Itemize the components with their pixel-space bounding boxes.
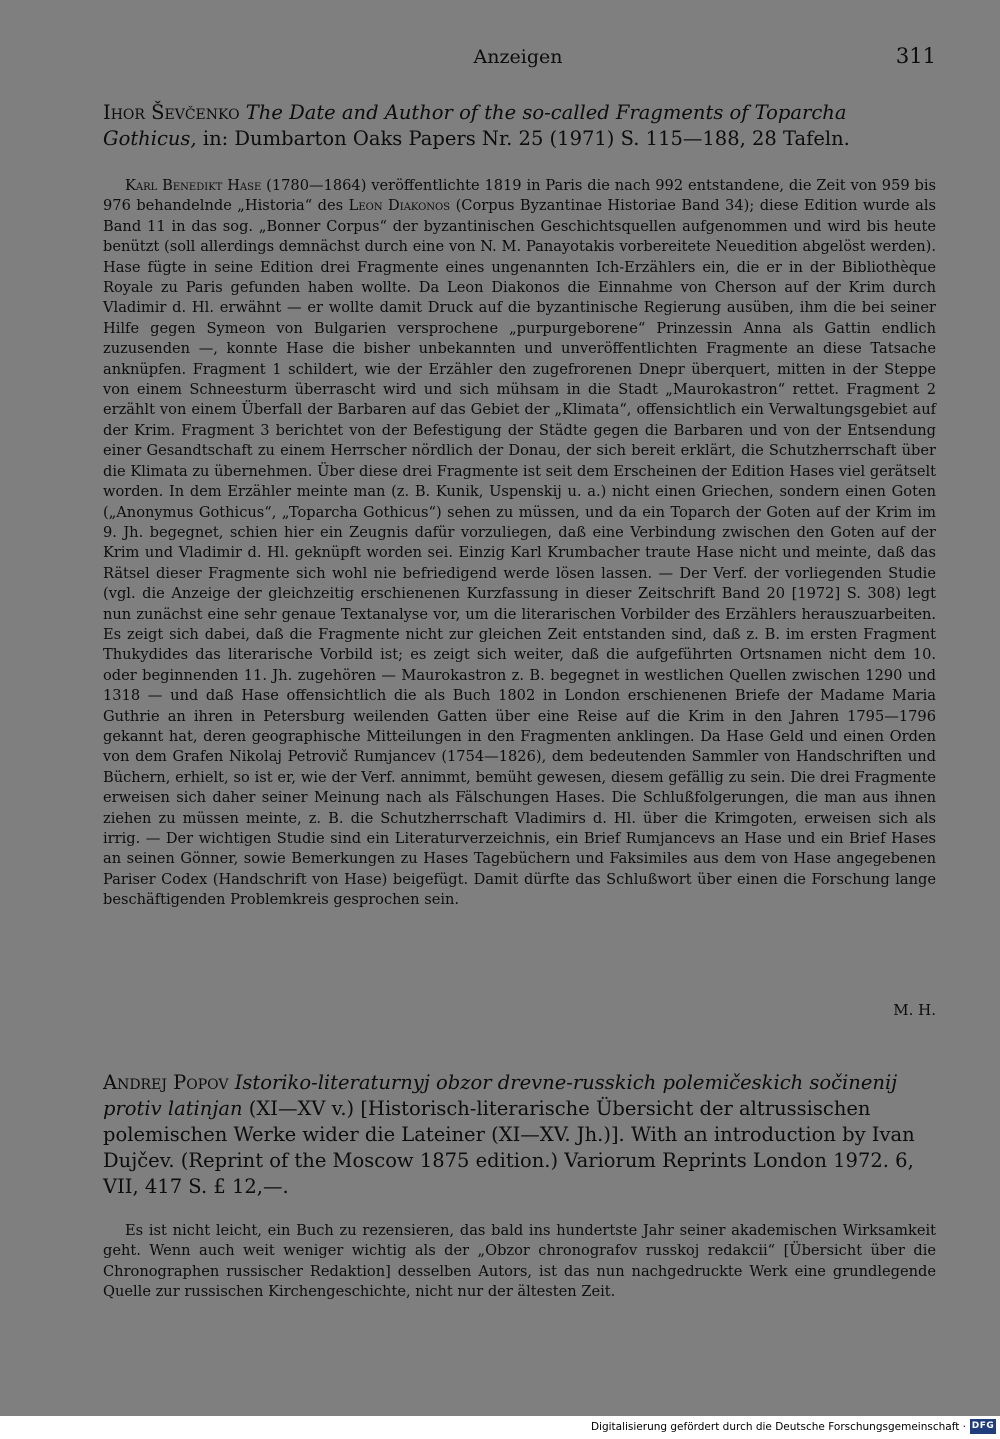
review1-author: Ihor Ševčenko bbox=[103, 101, 240, 124]
review1-source: in: Dumbarton Oaks Papers Nr. 25 (1971) S. 115—188, 28 Tafeln. bbox=[202, 127, 850, 150]
review1-body-start: (1780—1864) veröffentlichte 1819 in Paris die nach 992 entstandene, die Zeit von 959 bis 976 behandelnde „Historia“ des bbox=[103, 177, 936, 215]
review1-body-rest: (Corpus Byzantinae Historiae Band 34); diese Edition wurde als Band 11 in das sog. „Bonner Corpus“ der byzantinischen Geschichtsquellen aufgenommen und wird bis heute benützt (soll allerdings demnächst durch eine von N. M. Panayotakis vorbereitete Neuedition abgelöst werden). Hase fügte in seine Edition drei Fragmente eines ungenannten Ich-Erzählers ein, die er in der Bibliothèque Royale zu Paris gefunden haben wollte. Da Leon Diakonos die Einnahme von Cherson auf der Krim durch Vladimir d. Hl. erwähnt — er wollte damit Druck auf die byzantinische Regierung ausüben, ihm die bei seiner Hilfe gegen Symeon von Bulgarien versprochene „purpurgeborene“ Prinzessin Anna als Gattin endlich zuzusenden —, konnte Hase die bisher unbekannten und unveröffentlichten Fragmente an diese Tatsache anknüpfen. Fragment 1 schildert, wie der Erzähler den zugefrorenen Dnepr überquert, mitten in der Steppe von einem Schneesturm überrascht wird und sich mühsam in die Stadt „Maurokastron“ rettet. Fragment 2 erzählt von einem Überfall der Barbaren auf das Gebiet der „Klimata“, offensichtlich ein Verwaltungsgebiet auf der Krim. Fragment 3 berichtet von der Befestigung der Städte gegen die Barbaren und von der Entsendung einer Gesandtschaft zu einem Herrscher nördlich der Donau, der sich bereit erklärt, die Schutzherrschaft über die Klimata zu übernehmen. Über diese drei Fragmente ist seit dem Erscheinen der Edition Hases viel gerätselt worden. In dem Erzähler meinte man (z. B. Kunik, Uspenskij u. a.) nicht einen Griechen, sondern einen Goten („Anonymus Gothicus“, „Toparcha Gothicus“) sehen zu müssen, und da ein Toparch der Goten auf der Krim im 9. Jh. begegnet, schien hier ein Zeugnis dafür vorzuliegen, daß eine Verbindung zwischen den Goten auf der Krim und Vladimir d. Hl. geknüpft worden sei. Einzig Karl Krumbacher traute Hase nicht und meinte, daß das Rätsel dieser Fragmente sich wohl nie befriedigend werde lösen lassen. — Der Verf. der vorliegenden Studie (vgl. die Anzeige der gleichzeitig erschienenen Kurzfassung in dieser Zeitschrift Band 20 [1972] S. 308) legt nun zunächst eine sehr genaue Textanalyse vor, um die literarischen Vorbilder des Erzählers herauszuarbeiten. Es zeigt sich dabei, daß die Fragmente nicht zur gleichen Zeit entstanden sind, daß z. B. im ersten Fragment Thukydides das literarische Vorbild ist; es zeigt sich weiter, daß die aufgeführten Ortsnamen nicht dem 10. oder beginnenden 11. Jh. zugehören — Maurokastron z. B. begegnet in westlichen Quellen zwischen 1290 und 1318 — und daß Hase offensichtlich die als Buch 1802 in London erschienenen Briefe der Madame Maria Guthrie an ihren in Petersburg weilenden Gatten über eine Reise auf die Krim in den Jahren 1795—1796 gekannt hat, deren geographische Mitteilungen in den Fragmenten anklingen. Da Hase Geld und einen Orden von dem Grafen Nikolaj Petrovič Rumjancev (1754—1826), dem bedeutenden Sammler von Handschriften und Büchern, erhielt, so ist er, wie der Verf. annimmt, bemüht gewesen, diesem gefällig zu sein. Die drei Fragmente erweisen sich daher seiner Meinung nach als Fälschungen Hases. Die Schlußfolgerungen, die man aus ihnen ziehen zu müssen meinte, z. B. die Schutzherrschaft Vladimirs d. Hl. über die Krimgoten, erweisen sich als irrig. — Der wichtigen Studie sind ein Literaturverzeichnis, ein Brief Rumjancevs an Hase und ein Brief Hases an seinen Gönner, sowie Bemerkungen zu Hases Tagebüchern und Faksimiles aus dem von Hase angegebenen Pariser Codex (Handschrift von Hase) beigefügt. Damit dürfte das Schlußwort über einen die Forschung lange beschäftigenden Problemkreis gesprochen sein. bbox=[103, 197, 936, 909]
footer-credit: Digitalisierung gefördert durch die Deutsche Forschungsgemeinschaft · bbox=[590, 1421, 966, 1433]
review1-signature: M. H. bbox=[893, 1001, 936, 1019]
review2-body bbox=[103, 1221, 936, 1303]
digitization-footer bbox=[0, 1416, 1000, 1439]
review2-details: (XI—XV v.) [Historisch-literarische Übersicht der altrussischen polemischen Werke wider die Lateiner (XI—XV. Jh.)]. With an introduction by Ivan Dujčev. (Reprint of the Moscow 1875 edition.) Variorum Reprints London 1972. 6, VII, 417 S. £ 12,—. bbox=[103, 1097, 915, 1198]
page-header bbox=[100, 44, 936, 74]
review1-body bbox=[103, 176, 936, 911]
review1-subject-author: Karl Benedikt Hase bbox=[125, 177, 262, 194]
dfg-logo: DFG bbox=[970, 1419, 996, 1434]
review2-heading bbox=[103, 1070, 939, 1200]
review1-heading bbox=[103, 100, 939, 152]
page-number: 311 bbox=[895, 44, 936, 68]
review2-paragraph: Es ist nicht leicht, ein Buch zu rezensieren, das bald ins hundertste Jahr seiner akademischen Wirksamkeit geht. Wenn auch weit weniger wichtig als der „Obzor chronografov russkoj redakcii“ [Übersicht über die Chronographen russischer Redaktion] desselben Autors, ist das nun nachgedruckte Werk eine grundlegende Quelle zur russischen Kirchengeschichte, nicht nur der ältesten Zeit. bbox=[103, 1222, 936, 1301]
review2-title: Istoriko-literaturnyj obzor drevne-russkich polemičeskich sočinenij protiv latinjan bbox=[103, 1071, 898, 1120]
review2-author: Andrej Popov bbox=[103, 1071, 229, 1094]
running-head: Anzeigen bbox=[473, 46, 563, 68]
review1-leon: Leon Diakonos bbox=[348, 197, 451, 215]
review1-title: The Date and Author of the so-called Fragments of Toparcha Gothicus, bbox=[103, 101, 847, 150]
